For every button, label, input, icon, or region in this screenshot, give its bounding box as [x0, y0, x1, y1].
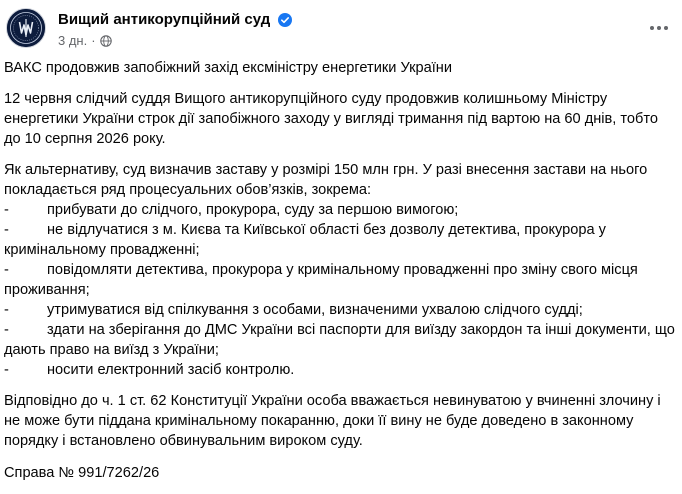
list-item-text: утримуватися від спілкування з особами, визначеними ухвалою слідчого судді;: [47, 302, 583, 318]
post-timestamp[interactable]: 3 дн.: [58, 33, 88, 48]
post-body: [4, 58, 678, 494]
list-item: [4, 260, 678, 300]
meta-separator: ·: [91, 33, 96, 48]
bullet-marker: -: [4, 362, 9, 378]
globe-icon[interactable]: [100, 35, 112, 47]
bullet-marker: -: [4, 302, 9, 318]
list-item-text: носити електронний засіб контролю.: [47, 362, 295, 378]
post-paragraph-3: Відповідно до ч. 1 ст. 62 Конституції України особа вважається невинуватою у вчиненні злочину і не може бути піддана кримінальному покаранню, доки її вину не буде доведено в законному порядку і встановлено обвинувальним вироком суду.: [4, 393, 661, 449]
list-item: [4, 200, 678, 220]
bullet-marker: -: [4, 322, 9, 338]
list-item: [4, 220, 678, 260]
bullet-marker: -: [4, 222, 9, 238]
list-item-text: здати на зберігання до ДМС України всі паспорти для виїзду закордон та інші документи, що дають право на виїзд з України;: [4, 322, 675, 358]
list-item-text: не відлучатися з м. Києва та Київської області без дозволу детектива, прокурора у кримінальному провадженні;: [4, 222, 606, 258]
list-item: [4, 300, 678, 320]
obligations-intro: Як альтернативу, суд визначив заставу у розмірі 150 млн грн. У разі внесення застави на нього покладається ряд процесуальних обов’язків, зокрема:: [4, 162, 648, 198]
bullet-marker: -: [4, 262, 9, 278]
page-avatar[interactable]: [6, 8, 46, 48]
list-item: [4, 360, 678, 380]
bullet-marker: -: [4, 202, 9, 218]
court-logo-icon: [7, 9, 45, 47]
post-meta: [58, 33, 112, 49]
post-paragraph-2: [4, 160, 678, 380]
list-item-text: прибувати до слідчого, прокурора, суду за першою вимогою;: [47, 202, 459, 218]
case-number: Справа № 991/7262/26: [4, 465, 160, 481]
list-item: [4, 320, 678, 360]
post-title: ВАКС продовжив запобіжний захід ексміністру енергетики України: [4, 60, 452, 76]
more-options-icon[interactable]: [646, 18, 672, 38]
post-paragraph-1: 12 червня слідчий суддя Вищого антикорупційного суду продовжив колишньому Міністру енергетики України строк дії запобіжного заходу у вигляді тримання під вартою на 60 днів, тобто до 10 серпня 2026 року.: [4, 91, 659, 147]
post-header: [6, 8, 682, 56]
verified-badge-icon: [278, 13, 292, 27]
list-item-text: повідомляти детектива, прокурора у кримінальному провадженні про зміну свого місця проживання;: [4, 262, 638, 298]
page-name[interactable]: Вищий антикорупційний суд: [58, 11, 271, 28]
